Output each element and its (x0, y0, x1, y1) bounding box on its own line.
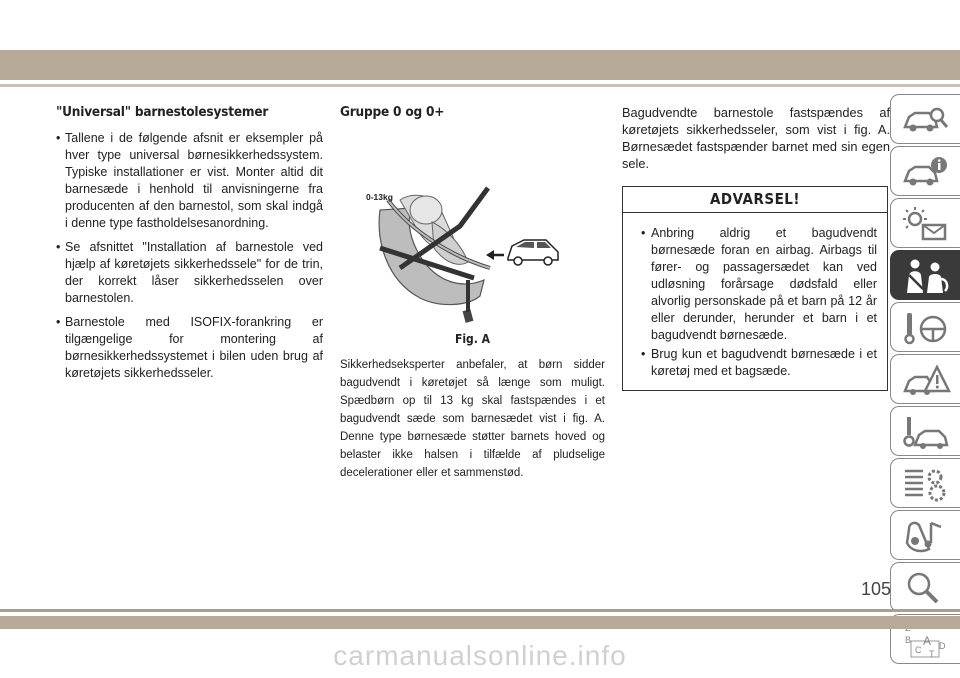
multimedia-note-icon (901, 517, 951, 555)
tab-safety-active[interactable] (890, 250, 960, 300)
warning-box (622, 186, 888, 391)
svg-text:D: D (939, 641, 946, 651)
watermark: carmanualsonline.info (333, 640, 627, 671)
key-steering-wheel-icon (901, 309, 951, 347)
svg-text:T: T (929, 649, 935, 659)
tab-emergency[interactable] (890, 354, 960, 404)
tab-multimedia[interactable] (890, 510, 960, 560)
column-rear-facing (622, 104, 890, 391)
car-icon (508, 240, 558, 265)
warning-item: • Brug kun et bagudvendt børnesæde i et køretøj med et bagsæde. (641, 347, 877, 378)
universal-bullet-list (56, 130, 323, 382)
column-group-0 (340, 104, 605, 482)
warning-list (623, 213, 887, 390)
figure-caption: Fig. A (454, 332, 490, 346)
warning-item: • Anbring aldrig et bagudvendt børnesæde foran en airbag. Airbags til fører- og passagersædet kan ved udløsning forårsage dødsfald eller alvorlig personskade på et barn på 12 år eller derunder, herunder et barn i et bagudvendt børnesæde. (641, 226, 877, 342)
group-0-paragraph: Sikkerhedseksperter anbefaler, at børn sidder bagudvendt i køretøjet så længe som muligt. Spædbørn op til 13 kg skal fastspændes i et bagudvendt sæde som barnesædet vist i fig. A. Denne type børnesæde støtter barnets hoved og belaster ikke halsen i tilfælde af pludselige decelerationer eller et sammenstød. (340, 359, 605, 479)
child-seat-illustration (340, 130, 605, 330)
tab-search[interactable] (890, 562, 960, 612)
bullet-item: • Se afsnittet "Installation af barnestole ved hjælp af køretøjets sikkerhedssele" for de trin, der korrekt låser sikkerhedsselen over barnestolen. (56, 240, 323, 305)
footer-band (0, 616, 960, 629)
seatbelt-airbag-icon (901, 257, 951, 295)
car-maintenance-icon (901, 413, 951, 451)
search-magnifier-icon (901, 569, 951, 607)
svg-text:B: B (905, 635, 912, 645)
tab-maintenance[interactable] (890, 406, 960, 456)
tab-warning-lights[interactable] (890, 198, 960, 248)
car-info-icon (901, 153, 951, 191)
tab-starting-driving[interactable] (890, 302, 960, 352)
footer-rule (0, 609, 960, 612)
column-universal-systems (56, 104, 323, 389)
tab-specifications[interactable] (890, 458, 960, 508)
figure-weight-label: 0-13kg (366, 192, 393, 202)
warning-lights-message-icon (901, 205, 951, 243)
svg-text:C: C (915, 645, 922, 655)
tab-car-info[interactable] (890, 146, 960, 196)
hazard-warning-car-icon (901, 361, 951, 399)
section-heading-group: Gruppe 0 og 0+ (340, 104, 445, 120)
header-band (0, 50, 960, 80)
warning-title: ADVARSEL! (623, 187, 887, 213)
rear-facing-paragraph: Bagudvendte barnestole fastspændes af køretøjets sikkerhedsseler, som vist i fig. A. Børnesædet fastspænder barnet med sin egen sele. (622, 105, 890, 171)
car-magnifier-icon (901, 101, 951, 139)
figure-a-rear-facing-seat (340, 130, 605, 330)
specifications-gears-icon (901, 465, 951, 503)
page-number: 105 (860, 579, 891, 599)
section-heading-universal: "Universal" barnestolesystemer (56, 104, 269, 120)
bullet-item: • Tallene i de følgende afsnit er eksempler på hver type universal børnesikkerhedssystem. Typiske installationer er vist. Monter altid dit barnesæde i henhold til anvisningerne fra producenten af den barnestol, som skal indgå i denne type fastholdelsesanordning. (56, 131, 323, 230)
header-rule (0, 84, 960, 87)
svg-text:A: A (923, 634, 932, 648)
tab-car-magnifier[interactable] (890, 94, 960, 144)
bullet-item: • Barnestole med ISOFIX-forankring er tilgængelige for montering af børnesikkerhedssystemet i bilen uden brug af køretøjets sikkerhedsseler. (56, 315, 323, 380)
